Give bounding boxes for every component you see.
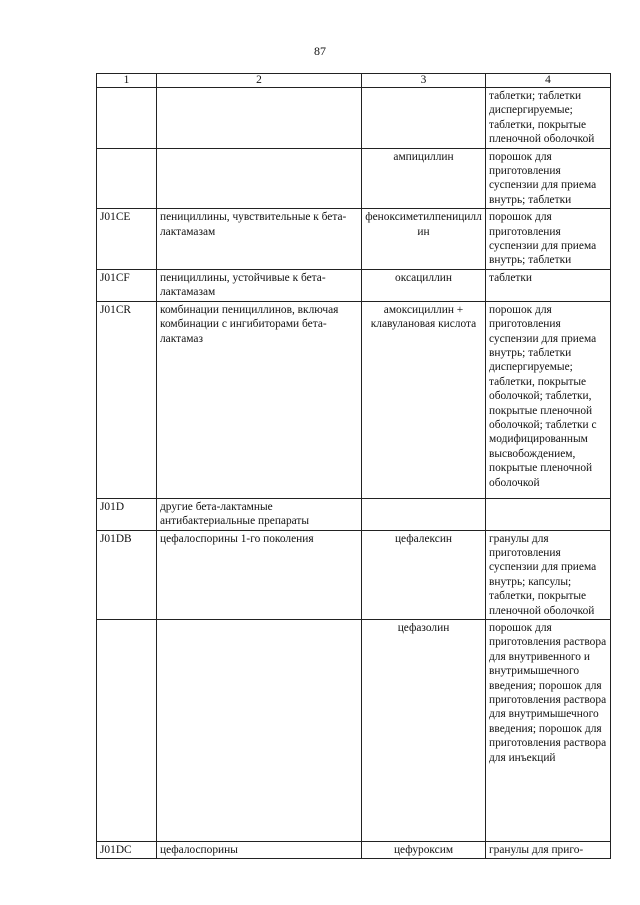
dosage-form-cell: гранулы для приго- [486,841,611,858]
group-name-cell: другие бета-лактамные антибактериальные препараты [157,498,362,530]
drug-list-table [96,73,611,859]
atc-code-cell: J01CR [97,301,157,498]
group-name-cell [157,88,362,149]
table-row [97,619,611,841]
atc-code-cell: J01CF [97,269,157,301]
table-row [97,148,611,209]
atc-code-cell [97,619,157,841]
drug-name-cell: феноксиметилпенициллин [362,209,486,270]
drug-name-cell: цефалексин [362,530,486,619]
drug-name-cell [362,498,486,530]
group-name-cell [157,619,362,841]
table-row [97,269,611,301]
drug-name-cell: амоксициллин + клавулановая кислота [362,301,486,498]
column-header: 1 [97,74,157,88]
table-header-row [97,74,611,88]
group-name-cell [157,148,362,209]
atc-code-cell [97,148,157,209]
dosage-form-cell: гранулы для приготовления суспензии для приема внутрь; капсулы; таблетки, покрытые пленочной оболочкой [486,530,611,619]
atc-code-cell: J01D [97,498,157,530]
column-header: 3 [362,74,486,88]
table-row [97,841,611,858]
group-name-cell: комбинации пенициллинов, включая комбинации с ингибиторами бета-лактамаз [157,301,362,498]
dosage-form-cell: порошок для приготовления раствора для внутривенного и внутримышечного введения; порошок для приготовления раствора для внутримышечного введения; порошок для приготовления раствора для инъекций [486,619,611,841]
dosage-form-cell: таблетки [486,269,611,301]
table-row [97,209,611,270]
page-number: 87 [314,44,326,58]
column-header: 4 [486,74,611,88]
table-row [97,301,611,498]
drug-name-cell [362,88,486,149]
drug-name-cell: цефазолин [362,619,486,841]
atc-code-cell [97,88,157,149]
drug-name-cell: оксациллин [362,269,486,301]
dosage-form-cell: порошок для приготовления суспензии для приема внутрь; таблетки [486,148,611,209]
drug-name-cell: ампициллин [362,148,486,209]
group-name-cell: цефалоспорины [157,841,362,858]
drug-name-cell: цефуроксим [362,841,486,858]
atc-code-cell: J01CE [97,209,157,270]
atc-code-cell: J01DC [97,841,157,858]
group-name-cell: пенициллины, устойчивые к бета-лактамазам [157,269,362,301]
group-name-cell: цефалоспорины 1-го поколения [157,530,362,619]
dosage-form-cell: порошок для приготовления суспензии для приема внутрь; таблетки диспергируемые; таблетки, покрытые оболочкой; таблетки, покрытые пленочной оболочкой; таблетки с модифицированным высвобождением, покрытые пленочной оболочкой [486,301,611,498]
table-row [97,530,611,619]
dosage-form-cell [486,498,611,530]
group-name-cell: пенициллины, чувствительные к бета-лактамазам [157,209,362,270]
atc-code-cell: J01DB [97,530,157,619]
table-row [97,498,611,530]
table-row [97,88,611,149]
dosage-form-cell: порошок для приготовления суспензии для приема внутрь; таблетки [486,209,611,270]
column-header: 2 [157,74,362,88]
dosage-form-cell: таблетки; таблетки диспергируемые; таблетки, покрытые пленочной оболочкой [486,88,611,149]
